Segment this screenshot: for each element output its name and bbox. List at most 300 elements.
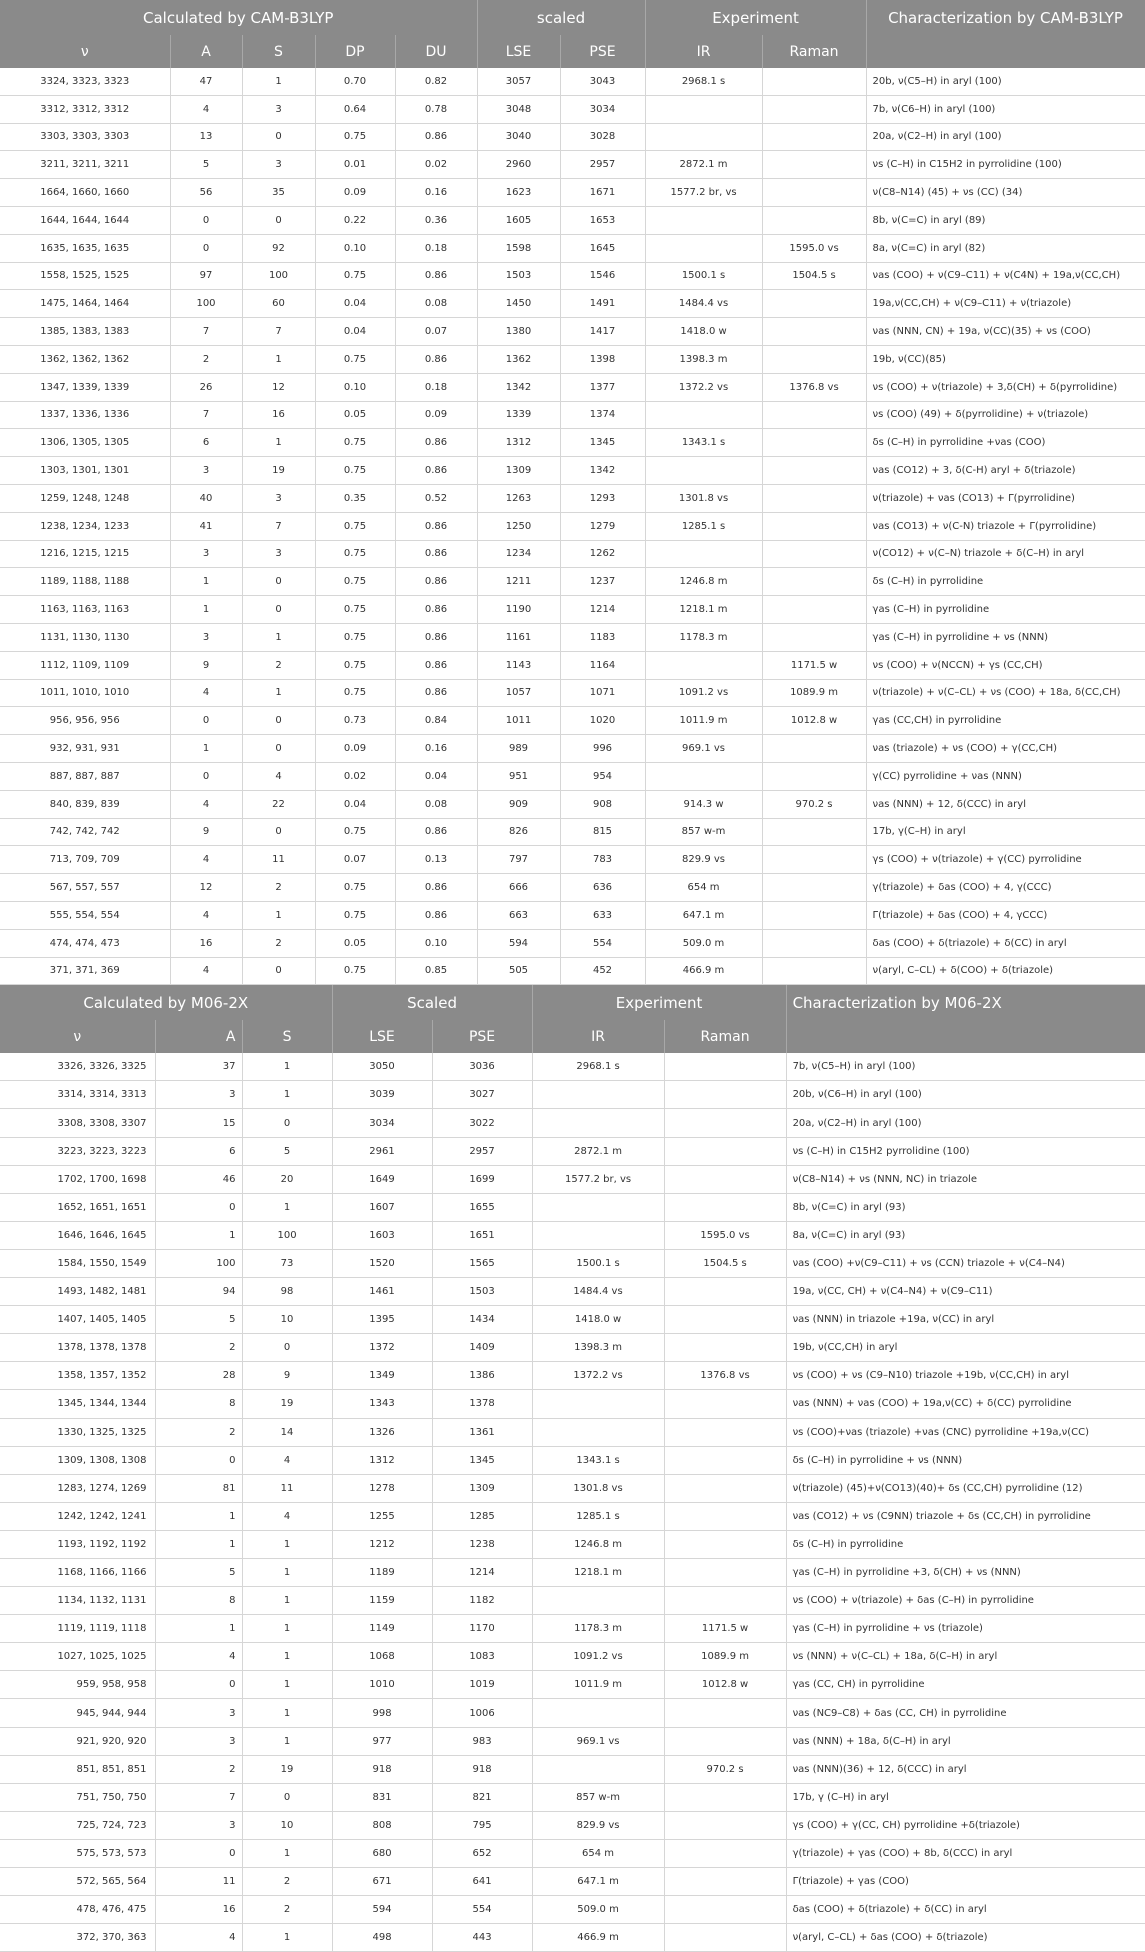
cell-ir-activity: 5 bbox=[155, 1306, 242, 1334]
cell-dp: 0.75 bbox=[315, 596, 395, 624]
cell-pse: 954 bbox=[560, 762, 645, 790]
cell-lse: 1598 bbox=[477, 234, 560, 262]
cell-ir-activity: 9 bbox=[170, 818, 242, 846]
table-row bbox=[0, 123, 1145, 151]
cell-ir-activity: 4 bbox=[170, 846, 242, 874]
cell-raman-activity: 7 bbox=[242, 512, 315, 540]
cell-ir-activity: 2 bbox=[155, 1755, 242, 1783]
cell-lse: 826 bbox=[477, 818, 560, 846]
cell-pse: 1182 bbox=[432, 1587, 532, 1615]
cell-frequency: 1358, 1357, 1352 bbox=[0, 1362, 155, 1390]
cell-ir-activity: 3 bbox=[155, 1811, 242, 1839]
cell-frequency: 1027, 1025, 1025 bbox=[0, 1643, 155, 1671]
cell-frequency: 1385, 1383, 1383 bbox=[0, 318, 170, 346]
cell-du: 0.86 bbox=[395, 874, 477, 902]
cell-raman-activity: 1 bbox=[242, 1643, 332, 1671]
cell-pse: 3028 bbox=[560, 123, 645, 151]
cell-du: 0.86 bbox=[395, 651, 477, 679]
cell-dp: 0.01 bbox=[315, 151, 395, 179]
table-row bbox=[0, 901, 1145, 929]
table-row bbox=[0, 457, 1145, 485]
cell-characterization: γas (CC,CH) in pyrrolidine bbox=[866, 707, 1145, 735]
cell-exp-raman: 970.2 s bbox=[762, 790, 866, 818]
cell-pse: 3036 bbox=[432, 1053, 532, 1081]
cell-lse: 1342 bbox=[477, 373, 560, 401]
cell-ir-activity: 1 bbox=[155, 1221, 242, 1249]
cell-dp: 0.75 bbox=[315, 540, 395, 568]
cell-raman-activity: 2 bbox=[242, 651, 315, 679]
cell-lse: 1255 bbox=[332, 1502, 432, 1530]
cell-ir-activity: 56 bbox=[170, 179, 242, 207]
cell-raman-activity: 3 bbox=[242, 484, 315, 512]
cell-ir-activity: 2 bbox=[155, 1418, 242, 1446]
cell-exp-raman bbox=[664, 1081, 786, 1109]
cell-ir-activity: 1 bbox=[170, 596, 242, 624]
cell-raman-activity: 7 bbox=[242, 318, 315, 346]
cell-lse: 3039 bbox=[332, 1081, 432, 1109]
cell-exp-ir: 1011.9 m bbox=[645, 707, 762, 735]
cell-ir-activity: 4 bbox=[170, 679, 242, 707]
cell-dp: 0.10 bbox=[315, 234, 395, 262]
cell-pse: 633 bbox=[560, 901, 645, 929]
cell-frequency: 1646, 1646, 1645 bbox=[0, 1221, 155, 1249]
m06-group-experiment: Experiment bbox=[532, 985, 786, 1020]
cell-exp-raman bbox=[762, 68, 866, 95]
cell-exp-raman bbox=[664, 1109, 786, 1137]
cell-frequency: 1493, 1482, 1481 bbox=[0, 1278, 155, 1306]
cell-frequency: 1558, 1525, 1525 bbox=[0, 262, 170, 290]
cell-exp-raman bbox=[664, 1587, 786, 1615]
cell-raman-activity: 3 bbox=[242, 95, 315, 123]
cell-du: 0.10 bbox=[395, 929, 477, 957]
cell-frequency: 3211, 3211, 3211 bbox=[0, 151, 170, 179]
cell-frequency: 751, 750, 750 bbox=[0, 1783, 155, 1811]
cell-exp-ir: 1285.1 s bbox=[645, 512, 762, 540]
cell-du: 0.86 bbox=[395, 457, 477, 485]
cell-dp: 0.35 bbox=[315, 484, 395, 512]
cell-exp-ir: 1178.3 m bbox=[532, 1615, 664, 1643]
table-row bbox=[0, 373, 1145, 401]
cell-characterization: νas (NC9–C8) + δas (CC, CH) in pyrrolidine bbox=[786, 1699, 1145, 1727]
cell-ir-activity: 3 bbox=[170, 540, 242, 568]
cell-exp-ir: 857 w-m bbox=[645, 818, 762, 846]
cell-lse: 1309 bbox=[477, 457, 560, 485]
cell-exp-ir: 466.9 m bbox=[645, 957, 762, 985]
cell-raman-activity: 16 bbox=[242, 401, 315, 429]
cell-pse: 996 bbox=[560, 735, 645, 763]
cell-characterization: ν(triazole) + ν(C–CL) + νs (COO) + 18a, δ(CC,CH) bbox=[866, 679, 1145, 707]
cell-frequency: 555, 554, 554 bbox=[0, 901, 170, 929]
table-row bbox=[0, 1868, 1145, 1896]
cell-characterization: ν(CO12) + ν(C–N) triazole + δ(C–H) in aryl bbox=[866, 540, 1145, 568]
table-row bbox=[0, 95, 1145, 123]
cell-lse: 1189 bbox=[332, 1558, 432, 1586]
cell-characterization: 20b, ν(C6–H) in aryl (100) bbox=[786, 1081, 1145, 1109]
cell-raman-activity: 35 bbox=[242, 179, 315, 207]
table-row bbox=[0, 1418, 1145, 1446]
cell-exp-ir bbox=[645, 123, 762, 151]
cell-exp-raman bbox=[762, 290, 866, 318]
cell-characterization: γ(triazole) + γas (COO) + 8b, δ(CCC) in aryl bbox=[786, 1839, 1145, 1867]
cell-lse: 1250 bbox=[477, 512, 560, 540]
cell-ir-activity: 0 bbox=[155, 1671, 242, 1699]
cell-exp-raman: 1595.0 vs bbox=[664, 1221, 786, 1249]
cell-du: 0.13 bbox=[395, 846, 477, 874]
cell-pse: 1651 bbox=[432, 1221, 532, 1249]
cell-du: 0.02 bbox=[395, 151, 477, 179]
cell-pse: 795 bbox=[432, 1811, 532, 1839]
cell-characterization: 19a,ν(CC,CH) + ν(C9–C11) + ν(triazole) bbox=[866, 290, 1145, 318]
table-row bbox=[0, 762, 1145, 790]
cell-characterization: δs (C–H) in pyrrolidine bbox=[866, 568, 1145, 596]
table-row bbox=[0, 1278, 1145, 1306]
cell-exp-ir bbox=[645, 234, 762, 262]
cell-dp: 0.75 bbox=[315, 957, 395, 985]
cell-frequency: 1168, 1166, 1166 bbox=[0, 1558, 155, 1586]
cell-characterization: 19a, ν(CC, CH) + ν(C4–N4) + ν(C9–C11) bbox=[786, 1278, 1145, 1306]
cell-raman-activity: 1 bbox=[242, 1587, 332, 1615]
table-row bbox=[0, 1165, 1145, 1193]
cell-exp-raman bbox=[762, 568, 866, 596]
cell-ir-activity: 28 bbox=[155, 1362, 242, 1390]
cell-dp: 0.07 bbox=[315, 846, 395, 874]
cell-lse: 1503 bbox=[477, 262, 560, 290]
cell-dp: 0.75 bbox=[315, 623, 395, 651]
cell-ir-activity: 37 bbox=[155, 1053, 242, 1081]
table-row bbox=[0, 1811, 1145, 1839]
cell-du: 0.09 bbox=[395, 401, 477, 429]
cell-characterization: 8b, ν(C=C) in aryl (93) bbox=[786, 1193, 1145, 1221]
cell-ir-activity: 0 bbox=[170, 234, 242, 262]
cell-characterization: 7b, ν(C5–H) in aryl (100) bbox=[786, 1053, 1145, 1081]
cell-frequency: 3223, 3223, 3223 bbox=[0, 1137, 155, 1165]
cell-pse: 1398 bbox=[560, 345, 645, 373]
cell-lse: 1339 bbox=[477, 401, 560, 429]
cell-exp-raman bbox=[664, 1924, 786, 1952]
cell-exp-ir: 1372.2 vs bbox=[532, 1362, 664, 1390]
cell-pse: 1183 bbox=[560, 623, 645, 651]
cell-ir-activity: 0 bbox=[155, 1446, 242, 1474]
cell-characterization: ν(C8–N14) (45) + νs (CC) (34) bbox=[866, 179, 1145, 207]
cell-pse: 1374 bbox=[560, 401, 645, 429]
cell-frequency: 1306, 1305, 1305 bbox=[0, 429, 170, 457]
cell-exp-ir: 1418.0 w bbox=[645, 318, 762, 346]
cell-exp-raman bbox=[664, 1502, 786, 1530]
cell-ir-activity: 4 bbox=[170, 95, 242, 123]
cell-du: 0.86 bbox=[395, 123, 477, 151]
cell-pse: 1279 bbox=[560, 512, 645, 540]
cell-exp-raman: 1595.0 vs bbox=[762, 234, 866, 262]
cell-pse: 1434 bbox=[432, 1306, 532, 1334]
cell-characterization: δs (C–H) in pyrrolidine + νs (NNN) bbox=[786, 1446, 1145, 1474]
cell-du: 0.86 bbox=[395, 345, 477, 373]
cell-frequency: 959, 958, 958 bbox=[0, 1671, 155, 1699]
table-row bbox=[0, 429, 1145, 457]
cell-exp-ir: 1285.1 s bbox=[532, 1502, 664, 1530]
cell-lse: 1326 bbox=[332, 1418, 432, 1446]
cell-pse: 1237 bbox=[560, 568, 645, 596]
table-row bbox=[0, 679, 1145, 707]
cell-pse: 1285 bbox=[432, 1502, 532, 1530]
cell-ir-activity: 1 bbox=[155, 1502, 242, 1530]
cell-ir-activity: 15 bbox=[155, 1109, 242, 1137]
cell-du: 0.16 bbox=[395, 179, 477, 207]
table-row bbox=[0, 1221, 1145, 1249]
cell-raman-activity: 1 bbox=[242, 1699, 332, 1727]
cell-exp-ir: 1218.1 m bbox=[532, 1558, 664, 1586]
cell-dp: 0.64 bbox=[315, 95, 395, 123]
cell-exp-ir bbox=[532, 1221, 664, 1249]
cell-exp-ir: 466.9 m bbox=[532, 1924, 664, 1952]
cell-dp: 0.75 bbox=[315, 262, 395, 290]
cell-ir-activity: 1 bbox=[170, 735, 242, 763]
cell-dp: 0.05 bbox=[315, 401, 395, 429]
cell-exp-raman bbox=[664, 1390, 786, 1418]
cell-ir-activity: 7 bbox=[170, 401, 242, 429]
cell-du: 0.82 bbox=[395, 68, 477, 95]
cell-characterization: νs (NNN) + ν(C–CL) + 18a, δ(C–H) in aryl bbox=[786, 1643, 1145, 1671]
cell-characterization: 17b, γ(C–H) in aryl bbox=[866, 818, 1145, 846]
cell-ir-activity: 6 bbox=[170, 429, 242, 457]
cell-exp-ir: 1218.1 m bbox=[645, 596, 762, 624]
cell-exp-ir: 969.1 vs bbox=[532, 1727, 664, 1755]
cell-raman-activity: 4 bbox=[242, 1502, 332, 1530]
cell-exp-raman: 1012.8 w bbox=[762, 707, 866, 735]
cell-du: 0.78 bbox=[395, 95, 477, 123]
cell-characterization: δs (C–H) in pyrrolidine +νas (COO) bbox=[866, 429, 1145, 457]
cell-ir-activity: 2 bbox=[155, 1334, 242, 1362]
cell-pse: 1006 bbox=[432, 1699, 532, 1727]
cell-exp-ir bbox=[645, 206, 762, 234]
cell-exp-ir: 1500.1 s bbox=[645, 262, 762, 290]
cell-exp-ir bbox=[532, 1699, 664, 1727]
cell-lse: 1212 bbox=[332, 1530, 432, 1558]
cell-ir-activity: 0 bbox=[170, 206, 242, 234]
cell-dp: 0.09 bbox=[315, 179, 395, 207]
cell-exp-ir: 509.0 m bbox=[645, 929, 762, 957]
cell-pse: 1293 bbox=[560, 484, 645, 512]
cell-ir-activity: 16 bbox=[170, 929, 242, 957]
cell-exp-raman bbox=[762, 929, 866, 957]
cell-frequency: 1345, 1344, 1344 bbox=[0, 1390, 155, 1418]
cell-ir-activity: 7 bbox=[170, 318, 242, 346]
cell-exp-ir: 654 m bbox=[532, 1839, 664, 1867]
cell-lse: 1143 bbox=[477, 651, 560, 679]
cell-lse: 909 bbox=[477, 790, 560, 818]
cell-exp-raman bbox=[664, 1699, 786, 1727]
cell-raman-activity: 9 bbox=[242, 1362, 332, 1390]
cell-characterization: νs (COO) + ν(NCCN) + γs (CC,CH) bbox=[866, 651, 1145, 679]
table-row bbox=[0, 651, 1145, 679]
cell-lse: 2960 bbox=[477, 151, 560, 179]
cell-pse: 1491 bbox=[560, 290, 645, 318]
cell-exp-raman bbox=[762, 540, 866, 568]
cell-frequency: 371, 371, 369 bbox=[0, 957, 170, 985]
cell-frequency: 1309, 1308, 1308 bbox=[0, 1446, 155, 1474]
cell-raman-activity: 22 bbox=[242, 790, 315, 818]
cell-frequency: 1330, 1325, 1325 bbox=[0, 1418, 155, 1446]
cell-characterization: γ(triazole) + δas (COO) + 4, γ(CCC) bbox=[866, 874, 1145, 902]
cell-pse: 1503 bbox=[432, 1278, 532, 1306]
cell-exp-ir: 1343.1 s bbox=[645, 429, 762, 457]
cell-raman-activity: 1 bbox=[242, 1081, 332, 1109]
cell-frequency: 1475, 1464, 1464 bbox=[0, 290, 170, 318]
cell-lse: 998 bbox=[332, 1699, 432, 1727]
cell-du: 0.86 bbox=[395, 818, 477, 846]
cell-exp-ir bbox=[532, 1755, 664, 1783]
cam-col-lse: LSE bbox=[477, 35, 560, 68]
cell-exp-raman: 1504.5 s bbox=[664, 1249, 786, 1277]
table-row bbox=[0, 735, 1145, 763]
cell-dp: 0.75 bbox=[315, 679, 395, 707]
cell-characterization: Γ(triazole) + γas (COO) bbox=[786, 1868, 1145, 1896]
cell-frequency: 1347, 1339, 1339 bbox=[0, 373, 170, 401]
table-row bbox=[0, 1446, 1145, 1474]
cell-exp-raman: 1089.9 m bbox=[664, 1643, 786, 1671]
cell-ir-activity: 9 bbox=[170, 651, 242, 679]
cell-exp-raman: 1171.5 w bbox=[664, 1615, 786, 1643]
cell-ir-activity: 3 bbox=[170, 457, 242, 485]
cell-dp: 0.04 bbox=[315, 790, 395, 818]
cell-exp-ir bbox=[645, 762, 762, 790]
cell-lse: 1603 bbox=[332, 1221, 432, 1249]
cell-du: 0.18 bbox=[395, 373, 477, 401]
cell-exp-ir bbox=[532, 1193, 664, 1221]
cell-lse: 3040 bbox=[477, 123, 560, 151]
cell-frequency: 742, 742, 742 bbox=[0, 818, 170, 846]
cell-exp-ir: 857 w-m bbox=[532, 1783, 664, 1811]
cell-raman-activity: 4 bbox=[242, 762, 315, 790]
cell-frequency: 1011, 1010, 1010 bbox=[0, 679, 170, 707]
cell-exp-raman bbox=[762, 206, 866, 234]
cell-dp: 0.73 bbox=[315, 707, 395, 735]
cell-exp-raman bbox=[664, 1558, 786, 1586]
m06-col-s: S bbox=[242, 1020, 332, 1053]
cell-exp-raman bbox=[762, 846, 866, 874]
cell-du: 0.85 bbox=[395, 957, 477, 985]
cell-pse: 1377 bbox=[560, 373, 645, 401]
cell-raman-activity: 14 bbox=[242, 1418, 332, 1446]
cell-ir-activity: 2 bbox=[170, 345, 242, 373]
cell-ir-activity: 4 bbox=[155, 1924, 242, 1952]
cell-raman-activity: 0 bbox=[242, 1783, 332, 1811]
cell-frequency: 1644, 1644, 1644 bbox=[0, 206, 170, 234]
cell-exp-ir: 1500.1 s bbox=[532, 1249, 664, 1277]
m06-col-ir: IR bbox=[532, 1020, 664, 1053]
cell-characterization: γas (C–H) in pyrrolidine + νs (triazole) bbox=[786, 1615, 1145, 1643]
cell-characterization: δas (COO) + δ(triazole) + δ(CC) in aryl bbox=[866, 929, 1145, 957]
cell-du: 0.08 bbox=[395, 290, 477, 318]
cell-pse: 1019 bbox=[432, 1671, 532, 1699]
cell-exp-ir: 1577.2 br, vs bbox=[645, 179, 762, 207]
table-row bbox=[0, 846, 1145, 874]
cell-exp-raman bbox=[762, 901, 866, 929]
table-row bbox=[0, 1783, 1145, 1811]
cell-exp-raman bbox=[664, 1839, 786, 1867]
cell-characterization: νs (COO) + νs (C9–N10) triazole +19b, ν(CC,CH) in aryl bbox=[786, 1362, 1145, 1390]
cell-lse: 1011 bbox=[477, 707, 560, 735]
cell-pse: 2957 bbox=[560, 151, 645, 179]
cell-raman-activity: 98 bbox=[242, 1278, 332, 1306]
table-row bbox=[0, 1193, 1145, 1221]
cell-characterization: νs (COO) + ν(triazole) + 3,δ(CH) + δ(pyrrolidine) bbox=[866, 373, 1145, 401]
cell-exp-raman: 1089.9 m bbox=[762, 679, 866, 707]
cell-frequency: 725, 724, 723 bbox=[0, 1811, 155, 1839]
cell-pse: 908 bbox=[560, 790, 645, 818]
table-row bbox=[0, 1502, 1145, 1530]
cell-lse: 1349 bbox=[332, 1362, 432, 1390]
m06-table-body bbox=[0, 1053, 1145, 1952]
cell-raman-activity: 1 bbox=[242, 1839, 332, 1867]
cell-frequency: 1584, 1550, 1549 bbox=[0, 1249, 155, 1277]
cell-exp-raman bbox=[664, 1896, 786, 1924]
cell-dp: 0.75 bbox=[315, 874, 395, 902]
cell-exp-ir bbox=[532, 1109, 664, 1137]
cell-exp-raman bbox=[664, 1530, 786, 1558]
cell-lse: 989 bbox=[477, 735, 560, 763]
cell-exp-raman bbox=[762, 318, 866, 346]
table-row bbox=[0, 596, 1145, 624]
cell-characterization: νs (C–H) in C15H2 in pyrrolidine (100) bbox=[866, 151, 1145, 179]
cell-exp-raman bbox=[762, 596, 866, 624]
cell-frequency: 956, 956, 956 bbox=[0, 707, 170, 735]
cell-pse: 783 bbox=[560, 846, 645, 874]
cell-characterization: νas (NNN) in triazole +19a, ν(CC) in aryl bbox=[786, 1306, 1145, 1334]
table-row bbox=[0, 1306, 1145, 1334]
cell-characterization: νs (C–H) in C15H2 pyrrolidine (100) bbox=[786, 1137, 1145, 1165]
cell-lse: 1161 bbox=[477, 623, 560, 651]
cell-exp-ir bbox=[645, 540, 762, 568]
cell-pse: 1546 bbox=[560, 262, 645, 290]
table-row bbox=[0, 151, 1145, 179]
table-row bbox=[0, 1109, 1145, 1137]
cell-raman-activity: 10 bbox=[242, 1811, 332, 1839]
m06-2x-table bbox=[0, 985, 1145, 1952]
cell-exp-raman bbox=[762, 95, 866, 123]
cell-ir-activity: 13 bbox=[170, 123, 242, 151]
cam-group-calculated: Calculated by CAM-B3LYP bbox=[0, 0, 477, 35]
table-row bbox=[0, 1587, 1145, 1615]
table-row bbox=[0, 1558, 1145, 1586]
cell-raman-activity: 1 bbox=[242, 901, 315, 929]
cell-pse: 1386 bbox=[432, 1362, 532, 1390]
cell-raman-activity: 19 bbox=[242, 457, 315, 485]
cell-raman-activity: 92 bbox=[242, 234, 315, 262]
cell-exp-ir: 1398.3 m bbox=[532, 1334, 664, 1362]
cell-frequency: 1189, 1188, 1188 bbox=[0, 568, 170, 596]
cell-characterization: νas (NNN) + νas (COO) + 19a,ν(CC) + δ(CC) pyrrolidine bbox=[786, 1390, 1145, 1418]
cell-pse: 1653 bbox=[560, 206, 645, 234]
cell-raman-activity: 1 bbox=[242, 1727, 332, 1755]
cell-frequency: 921, 920, 920 bbox=[0, 1727, 155, 1755]
cell-frequency: 1131, 1130, 1130 bbox=[0, 623, 170, 651]
cell-characterization: νs (COO)+νas (triazole) +νas (CNC) pyrrolidine +19a,ν(CC) bbox=[786, 1418, 1145, 1446]
m06-col-nu: ν bbox=[0, 1020, 155, 1053]
cell-characterization: γas (C–H) in pyrrolidine +3, δ(CH) + νs (NNN) bbox=[786, 1558, 1145, 1586]
cam-col-du: DU bbox=[395, 35, 477, 68]
cell-raman-activity: 100 bbox=[242, 1221, 332, 1249]
cell-raman-activity: 3 bbox=[242, 540, 315, 568]
table-row bbox=[0, 1530, 1145, 1558]
cell-frequency: 474, 474, 473 bbox=[0, 929, 170, 957]
cell-dp: 0.75 bbox=[315, 123, 395, 151]
table-row bbox=[0, 1643, 1145, 1671]
cell-ir-activity: 4 bbox=[170, 901, 242, 929]
cell-du: 0.86 bbox=[395, 429, 477, 457]
cell-exp-ir: 647.1 m bbox=[645, 901, 762, 929]
cell-lse: 3057 bbox=[477, 68, 560, 95]
cell-exp-raman bbox=[762, 151, 866, 179]
